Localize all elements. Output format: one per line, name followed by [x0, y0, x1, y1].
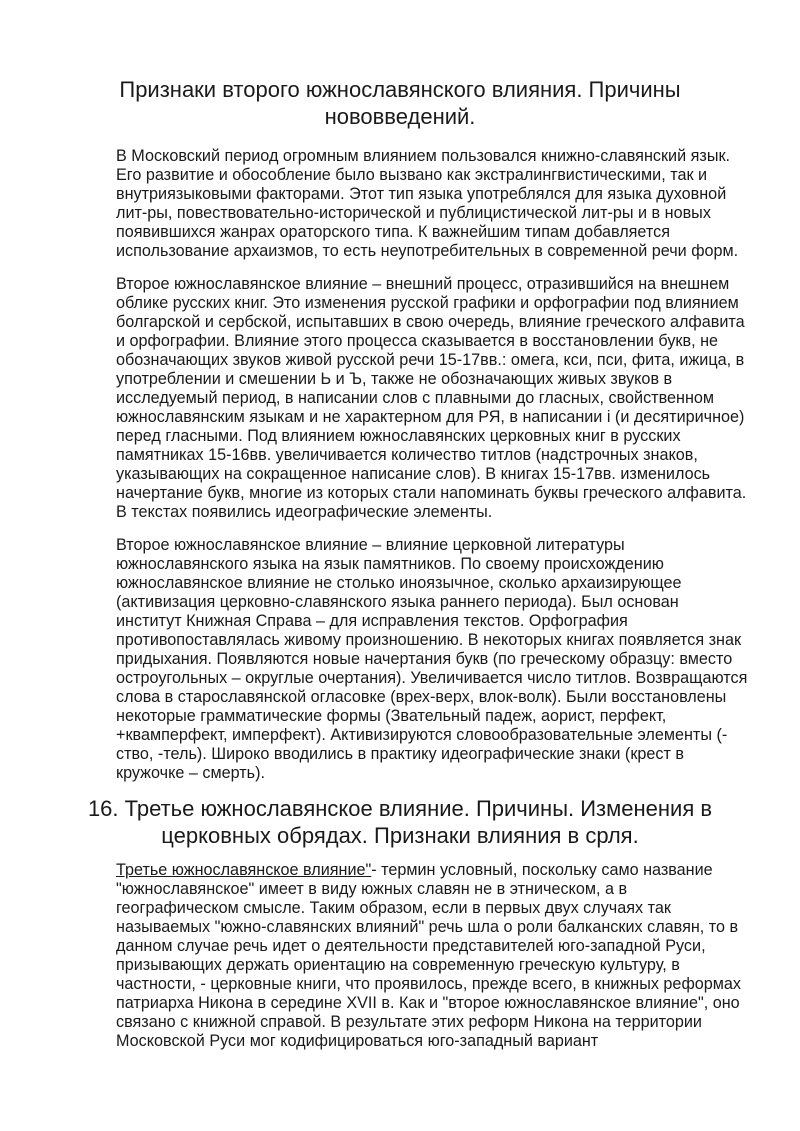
- paragraph-second-influence-church: Второе южнославянское влияние – влияние церковной литературы южнославянского языка на язык памятников. По своему происхождению южнославянское влияние не столько иноязычное, сколько архаизирующее (активизация церковно-славянского языка раннего периода). Был основан институт Книжная Справа – для исправления текстов. Орфография противопоставлялась живому произношению. В некоторых книгах появляется знак придыхания. Появляются новые начертания букв (по греческому образцу: вместо остроугольных – округлые очертания). Увеличивается число титлов. Возвращаются слова в старославянской огласовке (врех-верх, влок-волк). Были восстановлены некоторые грамматические формы (Звательный падеж, аорист, перфект, +квамперфект, имперфект). Активизируются словообразовательные элементы (-ство, -тель). Широко вводились в практику идеографические знаки (крест в кружочке – смерть).: [116, 536, 748, 782]
- paragraph-moscow-period: В Московский период огромным влиянием пользовался книжно-славянский язык. Его развитие и обособление было вызвано как экстралингвистическими, так и внутриязыковыми факторами. Этот тип языка употреблялся для языка духовной лит-ры, повествовательно-исторической и публицистической лит-ры и в новых появившихся жанрах ораторского типа. К важнейшим типам добавляется использование архаизмов, то есть неупотребительных в современной речи форм.: [116, 147, 739, 260]
- section-title: 16. Третье южнославянское влияние. Причины. Изменения в церковных обрядах. Признаки влияния в срля.: [87, 796, 713, 848]
- paragraph-second-influence-external: Второе южнославянское влияние – внешний процесс, отразившийся на внешнем облике русских книг. Это изменения русской графики и орфографии под влиянием болгарской и сербской, испытавших в свою очередь, влияние греческого алфавита и орфографии. Влияние этого процесса сказывается в восстановлении букв, не обозначающих звуков живой русской речи 15-17вв.: омега, кси, пси, фита, ижица, в употреблении и смешении Ь и Ъ, также не обозначающих живых звуков в исследуемый период, в написании слов с плавными до гласных, свойственном южнославянским языкам и не характерном для РЯ, в написании i (и десятиричное) перед гласными. Под влиянием южнославянских церковных книг в русских памятниках 15-16вв. увеличивается количество титлов (надстрочных знаков, указывающих на сокращенное написание слов). В книгах 15-17вв. изменилось начертание букв, многие из которых стали напоминать буквы греческого алфавита. В текстах появились идеографические элементы.: [116, 275, 747, 521]
- paragraph-third-influence-text: - термин условный, поскольку само название "южнославянское" имеет в виду южных славян не в этническом, а в географическом смысле. Таким образом, если в первых двух случаях так называемых "южно-славянских влияний" речь шла о роли балканских славян, то в данном случае речь идет о деятельности представителей юго-западной Руси, призывающих держать ориентацию на современную греческую культуру, в частности, - церковные книги, что проявилось, прежде всего, в книжных реформах патриарха Никона в середине XVII в. Как и "второе южнославянское влияние", оно связано с книжной справой. В результате этих реформ Никона на территории Московской Руси мог кодифицироваться юго-западный вариант: [116, 861, 741, 1050]
- paragraph-third-influence: [116, 861, 748, 1051]
- underlined-term: Третье южнославянское влияние": [116, 861, 372, 879]
- page-title: Признаки второго южнославянского влияния. Причины нововведений.: [119, 77, 681, 129]
